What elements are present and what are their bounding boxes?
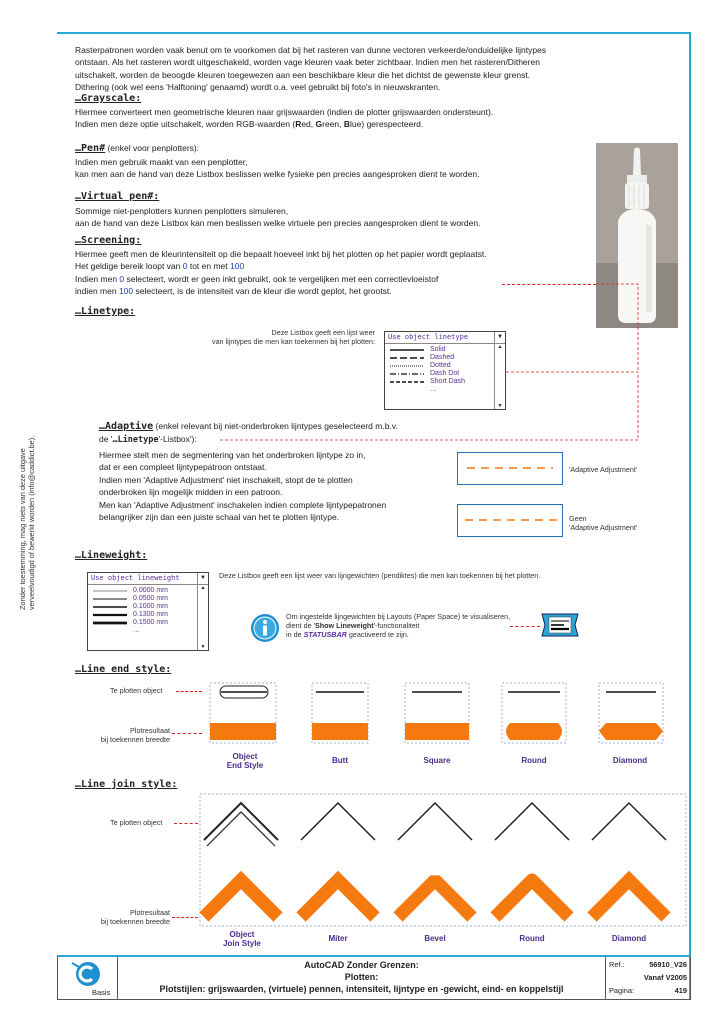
- text-line: Om ingestelde lijngewichten bij Layouts (Paper Space) te visualiseren,: [286, 612, 511, 621]
- end-style-label-butt: Butt: [332, 756, 348, 765]
- version-row: Vanaf V2005: [643, 973, 687, 982]
- line-join-diagrams: [199, 792, 689, 928]
- connector-line: [172, 917, 198, 918]
- lineweight-toggle-icon: [540, 612, 580, 638]
- line-end-object: [210, 683, 276, 743]
- line-join-object: [204, 803, 278, 917]
- adaptive-heading: …Adaptive (enkel relevant bij niet-onderbroken lijntypes geselecteerd m.b.v.: [99, 421, 398, 432]
- text-line: kan men aan de hand van deze Listbox beslissen welke fysieke pen precies aangesproken dient te worden.: [75, 169, 480, 180]
- text-line: van lijntypes die men kan toekennen bij het plotten:: [211, 337, 375, 346]
- sidebar-line: Zonder toestemming, mag niets van deze uitgave: [18, 448, 27, 610]
- chevron-down-icon[interactable]: ▼: [197, 573, 208, 585]
- text-line: Indien men 'Adaptive Adjustment' niet inschakelt, stopt de te plotten: [99, 474, 353, 485]
- text-line: in de STATUSBAR geactiveerd te zijn.: [286, 630, 409, 639]
- line-join-result-label: [88, 908, 170, 926]
- list-item[interactable]: …: [430, 386, 437, 393]
- text-line: Indien men 0 selecteert, wordt er geen inkt gebruikt, ook te vergelijken met een correctievloeistof: [75, 273, 439, 284]
- screening-heading: …Screening:: [75, 235, 142, 246]
- connector-line: [172, 733, 202, 734]
- line-end-result-label: [88, 726, 170, 744]
- list-item[interactable]: 0.1500 mm: [133, 619, 169, 626]
- adaptive-off-sample: [457, 504, 563, 537]
- line-join-object-label: Te plotten object: [110, 818, 163, 827]
- line-end-round: [502, 683, 566, 743]
- adaptive-subheading: de '…Linetype'-Listbox'):: [99, 434, 197, 445]
- text-line: Geen: [569, 514, 587, 523]
- list-item[interactable]: 0.1000 mm: [133, 603, 169, 610]
- linetype-selected[interactable]: Use object linetype: [385, 332, 505, 344]
- end-style-label-diamond: Diamond: [612, 756, 648, 765]
- grayscale-heading: …Grayscale:: [75, 93, 142, 104]
- text-line: Plotresultaat: [130, 908, 170, 917]
- end-style-label-round: Round: [521, 756, 547, 765]
- grayscale-text: [75, 106, 493, 131]
- text-line: ontstaan. Als het rasteren wordt uitgeschakeld, worden vage kleuren vaak beter zichtbaar. Indien men het rasteren/Ditheren: [75, 57, 540, 68]
- list-item[interactable]: Solid: [430, 346, 446, 353]
- line-end-diamond: [599, 683, 663, 743]
- text-line: Indien men deze optie uitschakelt, worden RGB-waarden (Red, Green, Blue) gerespecteerd.: [75, 119, 424, 130]
- connector-lines: [220, 283, 640, 443]
- end-style-label-object: Object End Style: [226, 752, 264, 770]
- text-line: Sommige niet-penplotters kunnen penplotters simuleren,: [75, 206, 289, 216]
- list-item[interactable]: 0.0000 mm: [133, 587, 169, 594]
- text-line: Deze Listbox geeft een lijst weer: [271, 328, 375, 337]
- text-line: Plotresultaat: [130, 726, 170, 735]
- sidebar-line: verveelvoudigd of bewerkt worden (info@caddict.be).: [27, 435, 36, 610]
- text-line: AutoCAD Zonder Grenzen:: [304, 960, 419, 970]
- list-item[interactable]: 0.1300 mm: [133, 611, 169, 618]
- lineweight-selected[interactable]: Use object lineweight: [88, 573, 208, 585]
- virtual-pen-heading: …Virtual pen#:: [75, 191, 160, 202]
- list-item[interactable]: Dotted: [430, 362, 451, 369]
- line-end-diagrams: [206, 680, 676, 744]
- text-line: bij toekennen breedte: [100, 735, 170, 744]
- footer-title: [118, 959, 605, 995]
- adaptive-on-label: 'Adaptive Adjustment': [569, 465, 638, 474]
- adaptive-off-label: [569, 514, 637, 532]
- connector-line: [176, 691, 202, 692]
- virtual-pen-text: [75, 205, 480, 230]
- logo-label: Basis: [92, 988, 111, 997]
- list-item[interactable]: Short Dash: [430, 378, 466, 385]
- list-item[interactable]: Dashed: [430, 354, 455, 361]
- text-line: Dithering (ook wel eens 'Halftoning' genaamd) wordt o.a. veel gebruikt bij foto's in nieuwskranten.: [75, 82, 441, 93]
- page-row: Pagina: 419: [609, 986, 687, 995]
- pen-heading: …Pen# (enkel voor penplotters):: [75, 143, 200, 154]
- list-item[interactable]: Dash Dot: [430, 370, 460, 377]
- line-join-miter: [301, 803, 375, 917]
- line-join-bevel: [398, 803, 472, 917]
- text-line: onderbroken lijn mogelijk midden in een patroon.: [99, 487, 283, 498]
- text-line: dat er een compleet lijntypepatroon ontstaat.: [99, 462, 267, 473]
- footer-logo-cell: [58, 957, 118, 1000]
- footer-ref-cell: [605, 957, 690, 1000]
- text-line: belangrijker zijn dan een juiste schaal van het te plotten lijntype.: [99, 512, 340, 523]
- connector-line: [510, 626, 540, 627]
- text-line: bij toekennen breedte: [100, 917, 170, 926]
- lineweight-description: Deze Listbox geeft een lijst weer van lijngewichten (pendiktes) die men kan toekennen bij het plotten.: [219, 571, 541, 580]
- text-line: aan de hand van deze Listbox kan men beslissen welke virtuele pen precies aangesproken dient te worden.: [75, 218, 481, 229]
- join-style-label-round: Round: [519, 934, 545, 943]
- line-end-square: [405, 683, 469, 743]
- connector-line: [174, 823, 198, 824]
- line-join-diamond: [592, 803, 666, 917]
- join-style-label-miter: Miter: [328, 934, 348, 943]
- text-line: Het geldige bereik loopt van 0 tot en met 100: [75, 261, 245, 272]
- line-join-round: [495, 803, 569, 917]
- list-item[interactable]: 0.0500 mm: [133, 595, 169, 602]
- linetype-heading: …Linetype:: [75, 306, 136, 317]
- lineweight-heading: …Lineweight:: [75, 550, 148, 561]
- line-end-object-label: Te plotten object: [110, 686, 163, 695]
- line-end-heading: …Line end style:: [75, 664, 172, 675]
- text-line: uitschakelt, worden de beoogde kleuren toegewezen aan een beschikbare kleur die het dichtst de gewenste kleur grenst.: [75, 69, 531, 80]
- info-icon: [250, 613, 280, 643]
- list-item[interactable]: …: [133, 627, 140, 634]
- scrollbar[interactable]: ▲ ▼: [197, 585, 208, 650]
- scrollbar[interactable]: ▲ ▼: [494, 344, 505, 409]
- lineweight-info: [286, 612, 510, 639]
- chevron-down-icon[interactable]: ▼: [494, 332, 505, 344]
- text-line: Rasterpatronen worden vaak benut om te voorkomen dat bij het rasteren van dunne vectoren verkeerde/onduidelijke lijntypes: [75, 45, 547, 55]
- text-line: 'Adaptive Adjustment': [569, 523, 638, 532]
- logo-icon: [70, 959, 102, 987]
- copyright-sidebar: [18, 370, 36, 610]
- text-line: Plotten:: [344, 972, 379, 982]
- text-line: Hiermee geeft men de kleurintensiteit op die bepaalt hoeveel inkt bij het plotten op het papier wordt geplaatst.: [75, 249, 487, 259]
- line-join-heading: …Line join style:: [75, 779, 178, 790]
- adaptive-on-sample: [457, 452, 563, 485]
- join-style-label-bevel: Bevel: [424, 934, 446, 943]
- line-end-butt: [312, 683, 368, 743]
- text-line: Hiermee converteert men geometrische kleuren naar grijswaarden (indien de plotter grijswaarden ondersteunt).: [75, 107, 494, 117]
- join-style-label-diamond: Diamond: [611, 934, 647, 943]
- lineweight-listbox[interactable]: [87, 572, 209, 651]
- text-line: Plotstijlen: grijswaarden, (virtuele) pennen, intensiteit, lijntype en -gewicht, eind- en koppelstijl: [159, 984, 564, 994]
- text-line: dient de 'Show Lineweight'-functionaliteit: [286, 621, 420, 630]
- adaptive-text: [99, 449, 386, 523]
- text-line: Hiermee stelt men de segmentering van het onderbroken lijntype zo in,: [99, 450, 366, 460]
- end-style-label-square: Square: [423, 756, 451, 765]
- text-line: Indien men gebruik maakt van een penplotter,: [75, 157, 248, 167]
- join-style-label-object: Object Join Style: [223, 930, 261, 948]
- pen-text: [75, 156, 479, 181]
- footer: [57, 955, 691, 1000]
- text-line: indien men 100 selecteert, is de intensiteit van de kleur die wordt geplot, het grootst.: [75, 286, 392, 297]
- text-line: Men kan 'Adaptive Adjustment' inschakelen indien complete lijntypepatronen: [99, 499, 387, 510]
- ref-row: Ref.: 56910_V26: [609, 960, 687, 969]
- intro-paragraph: [75, 44, 546, 94]
